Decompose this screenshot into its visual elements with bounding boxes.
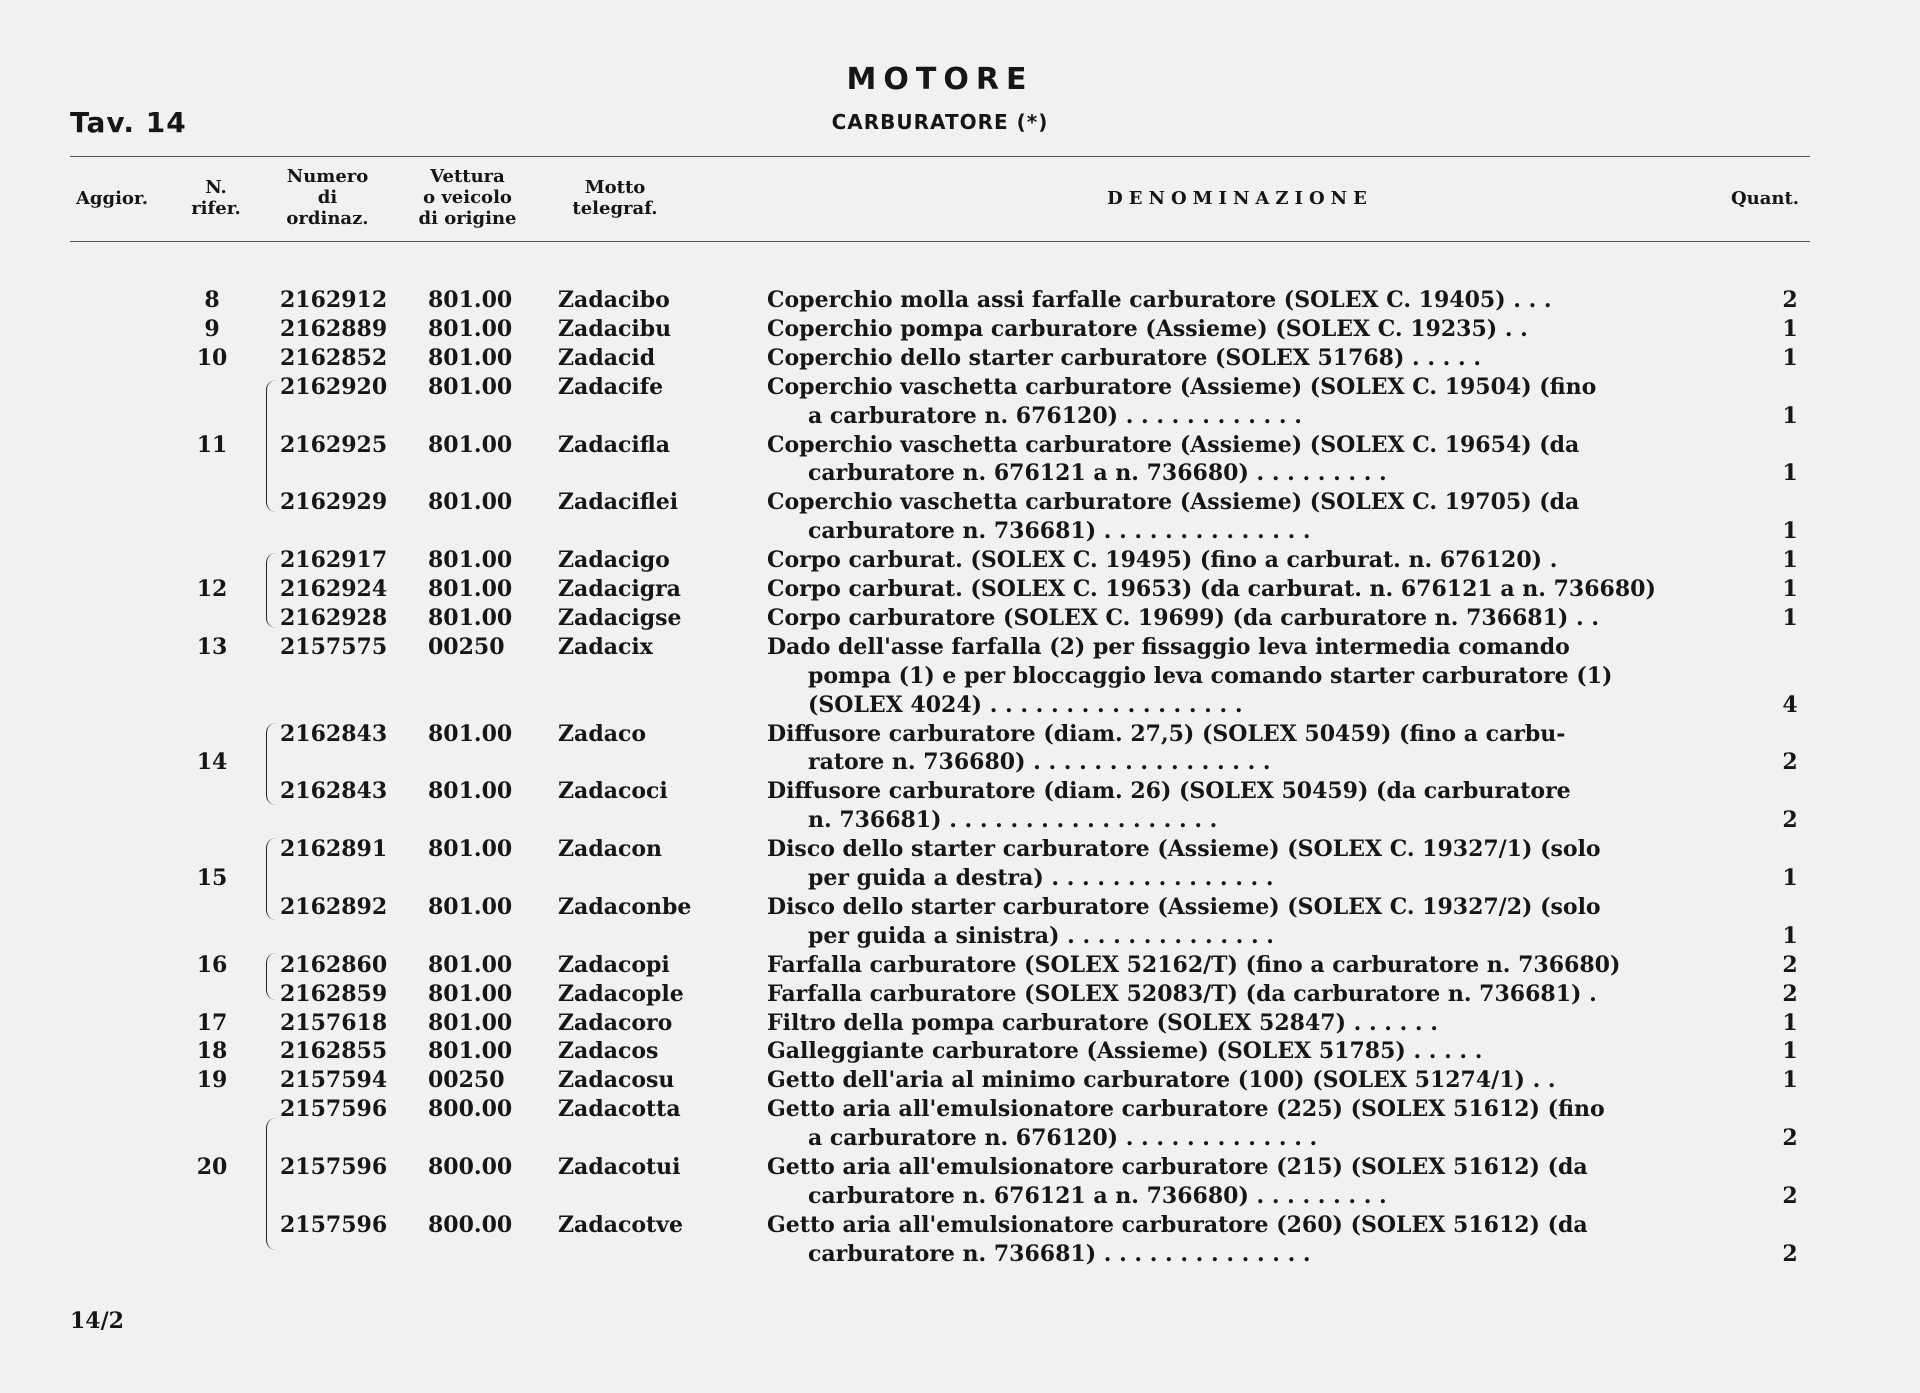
cell-den: Disco dello starter carburatore (Assieme) (SOLEX C. 19327/1) (solo [767,836,1601,863]
cell-qty: 2 [1782,1182,1798,1209]
cell-den: (SOLEX 4024) . . . . . . . . . . . . . . . . . [808,691,1243,718]
cell-den: Coperchio vaschetta carburatore (Assieme) (SOLEX C. 19654) (da [767,431,1580,458]
cell-mot: Zadacotui [558,1154,681,1180]
cell-qty: 2 [1782,1240,1798,1267]
cell-ref: 20 [196,1154,228,1180]
header-rule-bottom [70,241,1810,242]
cell-num: 2162924 [280,576,388,602]
cell-num: 2157594 [280,1067,388,1094]
cell-vet: 00250 [428,633,505,660]
cell-mot: Zadacigra [558,576,681,602]
brace-14 [266,723,276,805]
brace-20 [266,1118,276,1250]
cell-qty: 1 [1782,518,1798,545]
cell-num: 2162925 [280,431,388,458]
table-row [0,1182,1920,1211]
table-row [0,806,1920,835]
cell-vet: 801.00 [428,287,513,313]
cell-num: 2162843 [280,778,388,805]
table-row [0,488,1920,517]
cell-den: per guida a sinistra) . . . . . . . . . . . . . . [808,922,1274,949]
cell-qty: 1 [1782,922,1798,949]
table-row [0,459,1920,488]
cell-ref: 15 [196,865,228,891]
table-row [0,691,1920,720]
cell-den: a carburatore n. 676120) . . . . . . . . . . . . [808,402,1302,429]
cell-num: 2162855 [280,1038,388,1065]
cell-num: 2162852 [280,344,388,371]
cell-ref: 9 [204,315,220,342]
cell-den: Coperchio dello starter carburatore (SOLEX 51768) . . . . . [767,344,1481,371]
cell-num: 2162920 [280,373,388,400]
cell-mot: Zadacifla [558,431,670,458]
cell-num: 2162891 [280,836,388,863]
table-row [0,431,1920,460]
header-vettura-line: di origine [418,208,517,229]
cell-mot: Zadacid [558,344,656,371]
cell-vet: 801.00 [428,951,513,978]
cell-den: pompa (1) e per bloccaggio leva comando starter carburatore (1) [808,662,1613,689]
table-row [0,315,1920,344]
cell-vet: 00250 [428,1067,505,1094]
header-numero-line: Numero [286,166,369,187]
cell-mot: Zadacopi [558,951,670,978]
cell-mot: Zadacotve [558,1211,683,1238]
header-rifer [176,177,256,219]
cell-vet: 801.00 [428,315,513,342]
table-row [0,1066,1920,1095]
cell-ref: 19 [196,1067,228,1094]
table-row [0,546,1920,575]
cell-ref: 11 [196,431,228,458]
header-motto-line: telegraf. [572,198,658,219]
cell-den: carburatore n. 736681) . . . . . . . . . . . . . . [808,518,1311,545]
table-row [0,402,1920,431]
table-row [0,604,1920,633]
cell-ref: 12 [196,576,228,602]
table-row [0,748,1920,777]
cell-den: carburatore n. 736681) . . . . . . . . . . . . . . [808,1240,1311,1267]
table-row [0,1124,1920,1153]
table-row [0,980,1920,1009]
cell-vet: 801.00 [428,576,513,602]
header-quant: Quant. [1730,188,1800,209]
cell-den: Diffusore carburatore (diam. 26) (SOLEX 50459) (da carburatore [767,778,1571,805]
cell-den: a carburatore n. 676120) . . . . . . . . . . . . . [808,1125,1318,1152]
cell-qty: 1 [1782,576,1798,602]
page-subtitle: CARBURATORE (*) [831,110,1049,134]
page-title: MOTORE [846,62,1034,97]
table-row [0,777,1920,806]
cell-qty: 1 [1782,604,1798,631]
cell-mot: Zadacigo [558,547,670,574]
cell-num: 2162889 [280,315,388,342]
table-row [0,720,1920,749]
cell-ref: 13 [196,633,228,660]
cell-ref: 17 [196,1009,228,1036]
cell-vet: 801.00 [428,778,513,805]
cell-mot: Zadacoci [558,778,668,805]
table-row [0,1037,1920,1066]
cell-mot: Zadacigse [558,604,682,631]
cell-den: n. 736681) . . . . . . . . . . . . . . . . . . [808,807,1218,834]
cell-den: Filtro della pompa carburatore (SOLEX 52847) . . . . . . [767,1009,1438,1036]
cell-qty: 2 [1782,951,1798,978]
page-number: 14/2 [70,1308,124,1334]
table-row [0,922,1920,951]
cell-den: Coperchio vaschetta carburatore (Assieme) (SOLEX C. 19705) (da [767,489,1580,516]
table-row [0,517,1920,546]
cell-ref: 10 [196,344,228,371]
cell-num: 2162912 [280,287,388,313]
cell-qty: 1 [1782,344,1798,371]
cell-num: 2157596 [280,1154,388,1180]
cell-den: Corpo carburat. (SOLEX C. 19653) (da carburat. n. 676121 a n. 736680) [767,576,1656,602]
cell-qty: 1 [1782,547,1798,574]
cell-vet: 801.00 [428,1009,513,1036]
header-aggior: Aggior. [75,188,149,209]
cell-num: 2162860 [280,951,388,978]
cell-mot: Zadacople [558,980,684,1007]
cell-ref: 16 [196,951,228,978]
cell-den: Diffusore carburatore (diam. 27,5) (SOLEX 50459) (fino a carbu- [767,720,1566,747]
cell-den: Getto dell'aria al minimo carburatore (100) (SOLEX 51274/1) . . [767,1067,1556,1094]
header-numero-line: di [317,187,338,208]
cell-den: Getto aria all'emulsionatore carburatore (215) (SOLEX 51612) (da [767,1154,1588,1180]
header-rule-top [70,156,1810,157]
cell-qty: 2 [1782,1125,1798,1152]
cell-den: Farfalla carburatore (SOLEX 52083/T) (da carburatore n. 736681) . [767,980,1597,1007]
brace-15 [266,838,276,920]
table-row [0,1240,1920,1269]
table-row [0,1211,1920,1240]
cell-qty: 1 [1782,402,1798,429]
cell-vet: 801.00 [428,547,513,574]
cell-den: Galleggiante carburatore (Assieme) (SOLEX 51785) . . . . . [767,1038,1483,1065]
cell-den: ratore n. 736680) . . . . . . . . . . . . . . . . [808,749,1271,776]
cell-mot: Zadacoro [558,1009,673,1036]
table-row [0,373,1920,402]
cell-vet: 801.00 [428,489,513,516]
cell-vet: 801.00 [428,344,513,371]
cell-mot: Zadacos [558,1038,659,1065]
cell-vet: 801.00 [428,373,513,400]
cell-ref: 18 [196,1038,228,1065]
table-row [0,633,1920,662]
cell-qty: 4 [1782,691,1798,718]
cell-vet: 801.00 [428,604,513,631]
cell-mot: Zadaconbe [558,893,692,920]
cell-qty: 1 [1782,315,1798,342]
cell-qty: 1 [1782,460,1798,487]
cell-qty: 2 [1782,980,1798,1007]
cell-qty: 2 [1782,749,1798,776]
cell-vet: 801.00 [428,720,513,747]
cell-vet: 801.00 [428,893,513,920]
brace-16 [266,953,276,1000]
table-row [0,1095,1920,1124]
cell-den: per guida a destra) . . . . . . . . . . . . . . . [808,865,1274,891]
cell-qty: 1 [1782,865,1798,891]
cell-mot: Zadacon [558,836,663,863]
cell-den: Disco dello starter carburatore (Assieme) (SOLEX C. 19327/2) (solo [767,893,1601,920]
cell-qty: 1 [1782,1009,1798,1036]
cell-mot: Zadacix [558,633,653,660]
header-denominazione: DENOMINAZIONE [1107,188,1373,209]
table-row [0,864,1920,893]
header-motto [555,177,675,219]
cell-qty: 1 [1782,1038,1798,1065]
header-numero [270,166,385,229]
header-motto-line: Motto [584,177,646,198]
cell-num: 2162917 [280,547,388,574]
cell-mot: Zadacosu [558,1067,675,1094]
cell-num: 2162859 [280,980,388,1007]
cell-mot: Zadaciflei [558,489,679,516]
cell-den: Corpo carburat. (SOLEX C. 19495) (fino a carburat. n. 676120) . [767,547,1558,574]
cell-vet: 801.00 [428,1038,513,1065]
table-row [0,344,1920,373]
cell-ref: 14 [196,749,228,776]
cell-num: 2157596 [280,1096,388,1123]
header-numero-line: ordinaz. [286,208,369,229]
table-row [0,1153,1920,1182]
header-vettura [400,166,535,229]
table-row [0,662,1920,691]
cell-den: Getto aria all'emulsionatore carburatore (225) (SOLEX 51612) (fino [767,1096,1605,1123]
cell-mot: Zadacibu [558,315,672,342]
cell-num: 2162928 [280,604,388,631]
table-row [0,286,1920,315]
header-vettura-line: o veicolo [423,187,512,208]
cell-vet: 801.00 [428,836,513,863]
cell-den: Coperchio vaschetta carburatore (Assieme) (SOLEX C. 19504) (fino [767,373,1597,400]
cell-den: Getto aria all'emulsionatore carburatore (260) (SOLEX 51612) (da [767,1211,1588,1238]
header-rifer-line: N. [205,177,227,198]
cell-mot: Zadacotta [558,1096,681,1123]
cell-den: Coperchio molla assi farfalle carburatore (SOLEX C. 19405) . . . [767,287,1552,313]
cell-mot: Zadaco [558,720,647,747]
cell-num: 2162929 [280,489,388,516]
cell-num: 2157596 [280,1211,388,1238]
cell-vet: 801.00 [428,980,513,1007]
cell-mot: Zadacife [558,373,664,400]
cell-qty: 2 [1782,287,1798,313]
cell-den: Corpo carburatore (SOLEX C. 19699) (da carburatore n. 736681) . . [767,604,1599,631]
cell-den: carburatore n. 676121 a n. 736680) . . . . . . . . . [808,1182,1387,1209]
cell-den: carburatore n. 676121 a n. 736680) . . . . . . . . . [808,460,1387,487]
cell-qty: 1 [1782,1067,1798,1094]
table-row [0,1009,1920,1038]
cell-den: Farfalla carburatore (SOLEX 52162/T) (fino a carburatore n. 736680) [767,951,1621,978]
cell-num: 2157618 [280,1009,388,1036]
table-row [0,951,1920,980]
table-number: Tav. 14 [70,106,187,139]
cell-ref: 8 [204,287,220,313]
brace-11 [266,380,276,512]
header-rifer-line: rifer. [191,198,241,219]
cell-den: Coperchio pompa carburatore (Assieme) (SOLEX C. 19235) . . [767,315,1528,342]
cell-num: 2162892 [280,893,388,920]
table-row [0,575,1920,604]
cell-num: 2157575 [280,633,388,660]
cell-vet: 800.00 [428,1096,513,1123]
cell-qty: 2 [1782,807,1798,834]
brace-12 [266,553,276,628]
table-row [0,893,1920,922]
header-vettura-line: Vettura [430,166,505,187]
cell-vet: 800.00 [428,1154,513,1180]
cell-vet: 801.00 [428,431,513,458]
table-row [0,835,1920,864]
cell-mot: Zadacibo [558,287,670,313]
cell-num: 2162843 [280,720,388,747]
cell-vet: 800.00 [428,1211,513,1238]
cell-den: Dado dell'asse farfalla (2) per fissaggio leva intermedia comando [767,633,1570,660]
